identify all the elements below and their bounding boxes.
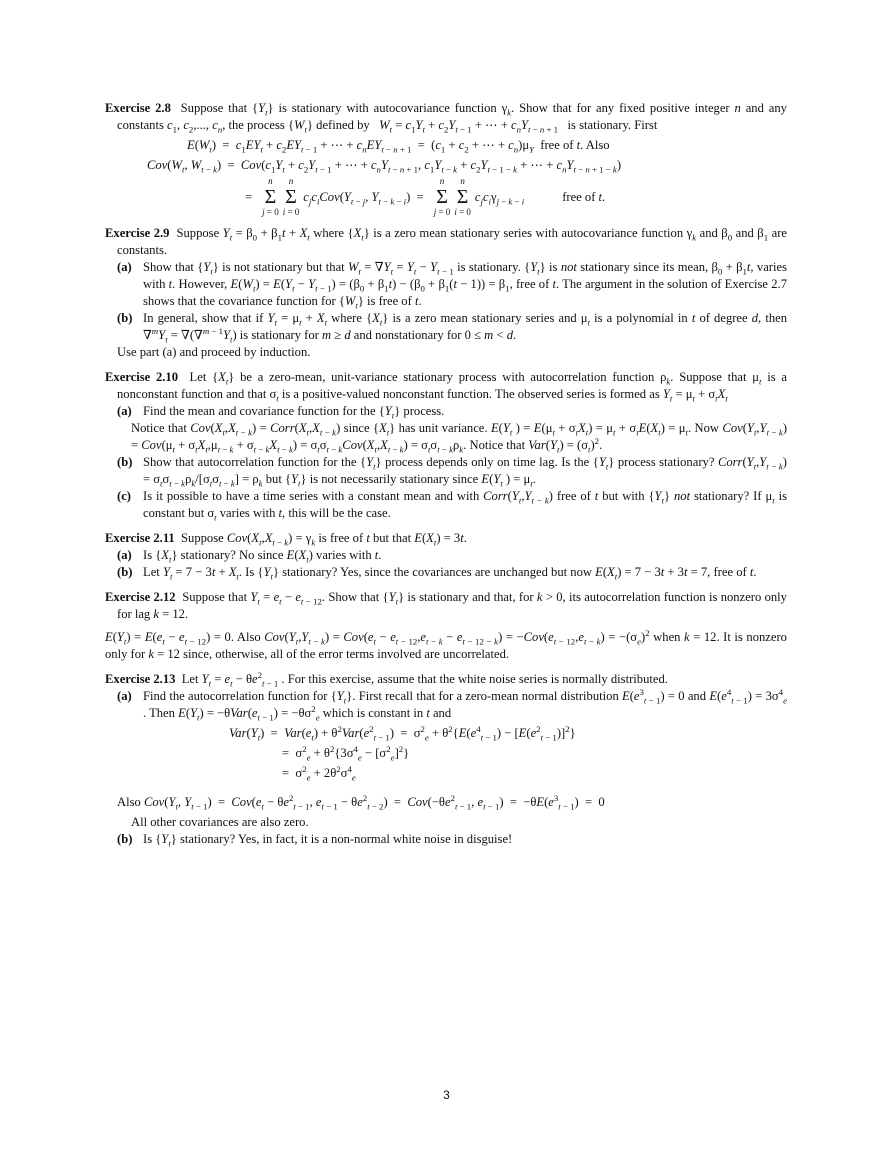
exercise-statement: Exercise 2.12 Suppose that $Y_t = e_t - e_{t - 12}$. Show that $\{Y_t\}$ is stationary and that, for k > 0, its autocorrelation function is nonzero only for lag k = 12. xyxy=(105,590,787,621)
part-label: (b) xyxy=(117,565,133,579)
equation: Also $Cov(Y_t$, $Y_{t - 1}) = Cov(e_t - \theta e^2_{t - 1}$, $e_{t - 1} - \theta e^2_{t - 2}) = Cov(-\theta e^2_{t - 1}$, $e_{t - 1}) = -\theta E(e^3_{t - 1}) = 0$ xyxy=(117,792,605,812)
exercise-statement: Exercise 2.9 Suppose $Y_t = \beta_0 + \beta_1t + X_t$ where $\{X_t\}$ is a zero mean stationary series with autocovariance function $\gamma_k$ and $\beta_0$ and $\beta_1$ are constants. xyxy=(105,226,787,257)
equation: = $\sigma^2_e + 2\theta^2\sigma^4_e$ xyxy=(282,763,356,783)
exercise-2-8 xyxy=(105,100,787,217)
answer: Notice that $Cov(X_t,X_{t - k})$ = $Corr(X_t,X_{t - k})$ since $\{X_t\}$ has unit variance. $E(Y_t$ ) = $E(\mu_t + \sigma_tX_t) = \mu_t + \sigma_tE(X_t) = \mu_t$. Now $Cov(Y_t,Y_{t - k}) = Cov(\mu_t + \sigma_tX_t,\mu_{t - k} + \sigma_{t - k}X_{t - k}) = \sigma_t\sigma_{t - k}Cov(X_t,X_{t - k}) = \sigma_t\sigma_{t - k}\rho_k$. Notice that $Var(Y_t) = (\sigma_t)^2$. xyxy=(131,421,788,455)
part-label: (b) xyxy=(117,455,133,469)
equation: $Var(Y_t) = Var(e_t) + \theta^2Var(e^2_{t - 1}) = \sigma^2_e + \theta^2\{E(e^4_{t - 1}) - [E(e^2_{t - 1})]^2\}$ xyxy=(229,723,576,743)
part-a: (a) Find the autocorrelation function for $\{Y_t\}$. First recall that for a zero-mean normal distribution $E(e^3_{t - 1}) = 0$ and $E(e^4_{t - 1}) = 3\sigma^4_e$ . Then $E(Y_t) = -\theta Var(e_{t - 1}) = -\theta\sigma^2_e$ which is constant in t and xyxy=(117,686,787,723)
exercise-label: Exercise 2.8 xyxy=(105,101,171,115)
part-label: (a) xyxy=(117,689,132,703)
equation-sum: = n Σ j = 0 n Σ i = 0 $c_jc_iCov(Y_{t - j}$, $Y_{t - k - i}$) = n Σ j = 0 n Σ i = 0 $c_jc_i\gamma_{j - k - i}$ free of t. xyxy=(245,176,606,217)
part-label: (c) xyxy=(117,489,131,503)
exercise-statement: Exercise 2.10 Let $\{X_t\}$ be a zero-mean, unit-variance stationary process with autocorrelation function $\rho_k$. Suppose that $\mu_t$ is a nonconstant function and that $\sigma_t$ is a positive-valued nonconstant function. The observed series is formed as $Y_t = \mu_t + \sigma_tX_t$ xyxy=(105,370,787,404)
exercise-2-12 xyxy=(105,589,787,663)
part-label: (a) xyxy=(117,404,132,418)
exercise-statement: Exercise 2.13 Let $Y_t = e_t - \theta e^2_{t - 1}$ . For this exercise, assume that the white noise series is normally distributed. xyxy=(105,669,668,689)
note: Use part (a) and proceed by induction. xyxy=(117,345,311,359)
exercise-2-11 xyxy=(105,530,787,581)
part-b: (b) Let $Y_t = 7 - 3t + X_t$. Is $\{Y_t\}$ stationary? Yes, since the covariances are unchanged but now $E(X_t) = 7 - 3t + 3t = 7$, free of t. xyxy=(117,565,757,582)
part-b: (b) In general, show that if $Y_t = \mu_t + X_t$ where $\{X_t\}$ is a zero mean stationary series and $\mu_t$ is a polynomial in t of degree d, then $\nabla^mY_t = \nabla(\nabla^{m - 1}Y_t)$ is stationary for m ≥ d and nonstationary for 0 ≤ m < d. xyxy=(117,311,788,345)
part-label: (b) xyxy=(117,832,133,846)
exercise-2-10 xyxy=(105,369,787,522)
exercise-2-9 xyxy=(105,225,787,361)
equation: $Cov(W_t$, $W_{t - k}) = Cov(c_1Y_t + c_2Y_{t - 1}$ + ⋯ + $c_nY_{t - n + 1}$, $c_1Y_{t - k} + c_2Y_{t - 1 - k}$ + ⋯ + $c_nY_{t - n + 1 - k}$) xyxy=(147,158,622,175)
exercise-label: Exercise 2.9 xyxy=(105,226,170,240)
exercise-statement: Exercise 2.8 Suppose that $\{Y_t\}$ is stationary with autocovariance function $\gamma_k$. Show that for any fixed positive integer n and any constants $c_1$, $c_2$,..., $c_n$, the process $\{W_t\}$ defined by $W_t = c_1Y_t + c_2Y_{t - 1}$ + ⋯ + $c_nY_{t - n + 1}$ is stationary. First xyxy=(105,101,787,135)
part-a: (a) Find the mean and covariance function for the $\{Y_t\}$ process. xyxy=(117,404,445,421)
exercise-2-13 xyxy=(105,671,787,848)
exercise-label: Exercise 2.10 xyxy=(105,370,179,384)
document-body xyxy=(105,100,787,856)
part-label: (a) xyxy=(117,548,132,562)
part-b: (b) Is $\{Y_t\}$ stationary? Yes, in fact, it is a non-normal white noise in disguise! xyxy=(117,832,513,849)
exercise-label: Exercise 2.11 xyxy=(105,531,175,545)
part-label: (b) xyxy=(117,311,133,325)
part-label: (a) xyxy=(117,260,132,274)
equation: $E(W_t) = c_1EY_t + c_2EY_{t - 1}$ + ⋯ + $c_nEY_{t - n + 1} = (c_1 + c_2$ + ⋯ + $c_n)\mu_Y$ free of t. Also xyxy=(187,138,610,155)
note: All other covariances are also zero. xyxy=(131,815,309,829)
part-b: (b) Show that autocorrelation function for the $\{Y_t\}$ process depends only on time lag. Is the $\{Y_t\}$ process stationary? $Corr(Y_t,Y_{t - k}) = \sigma_t\sigma_{t - k}\rho_k/[\sigma_t\sigma_{t - k}] = \rho_k$ but $\{Y_t\}$ is not necessarily stationary since $E(Y_t$ ) = $\mu_t$. xyxy=(117,455,787,489)
equation: = $\sigma^2_e + \theta^2\{3\sigma^4_e - [\sigma^2_e]^2\}$ xyxy=(282,743,410,763)
part-a: (a) Is $\{X_t\}$ stationary? No since $E(X_t)$ varies with t. xyxy=(117,548,382,565)
exercise-label: Exercise 2.13 xyxy=(105,672,176,686)
exercise-statement: Exercise 2.11 Suppose $Cov(X_t,X_{t - k}) = \gamma_k$ is free of t but that $E(X_t) = 3t$. xyxy=(105,531,467,548)
page-number: 3 xyxy=(443,1088,450,1102)
part-a: (a) Show that $\{Y_t\}$ is not stationary but that $W_t = \nabla Y_t = Y_t - Y_{t - 1}$ is stationary. $\{Y_t\}$ is not stationary since its mean, $\beta_0 + \beta_1t$, varies with t. However, $E(W_t) = E(Y_t - Y_{t - 1}) = (\beta_0 + \beta_1t) - (\beta_0 + \beta_1(t - 1)) = \beta_1$, free of t. The argument in the solution of Exercise 2.7 shows that the covariance function for $\{W_t\}$ is free of t. xyxy=(117,260,787,311)
exercise-label: Exercise 2.12 xyxy=(105,590,176,604)
answer: $E(Y_t) = E(e_t - e_{t - 12}) = 0$. Also $Cov(Y_t,Y_{t - k}) = Cov(e_t - e_{t - 12},e_{t - k} - e_{t - 12 - k}) = -Cov(e_{t - 12},e_{t - k}) = -(\sigma_e)^2$ when k = 12. It is nonzero only for k = 12 since, otherwise, all of the error terms involved are uncorrelated. xyxy=(105,627,787,661)
part-c: (c) Is it possible to have a time series with a constant mean and with $Corr(Y_t,Y_{t - k})$ free of t but with $\{Y_t\}$ not stationary? If $\mu_t$ is constant but $\sigma_t$ varies with t, this will be the case. xyxy=(117,489,787,523)
